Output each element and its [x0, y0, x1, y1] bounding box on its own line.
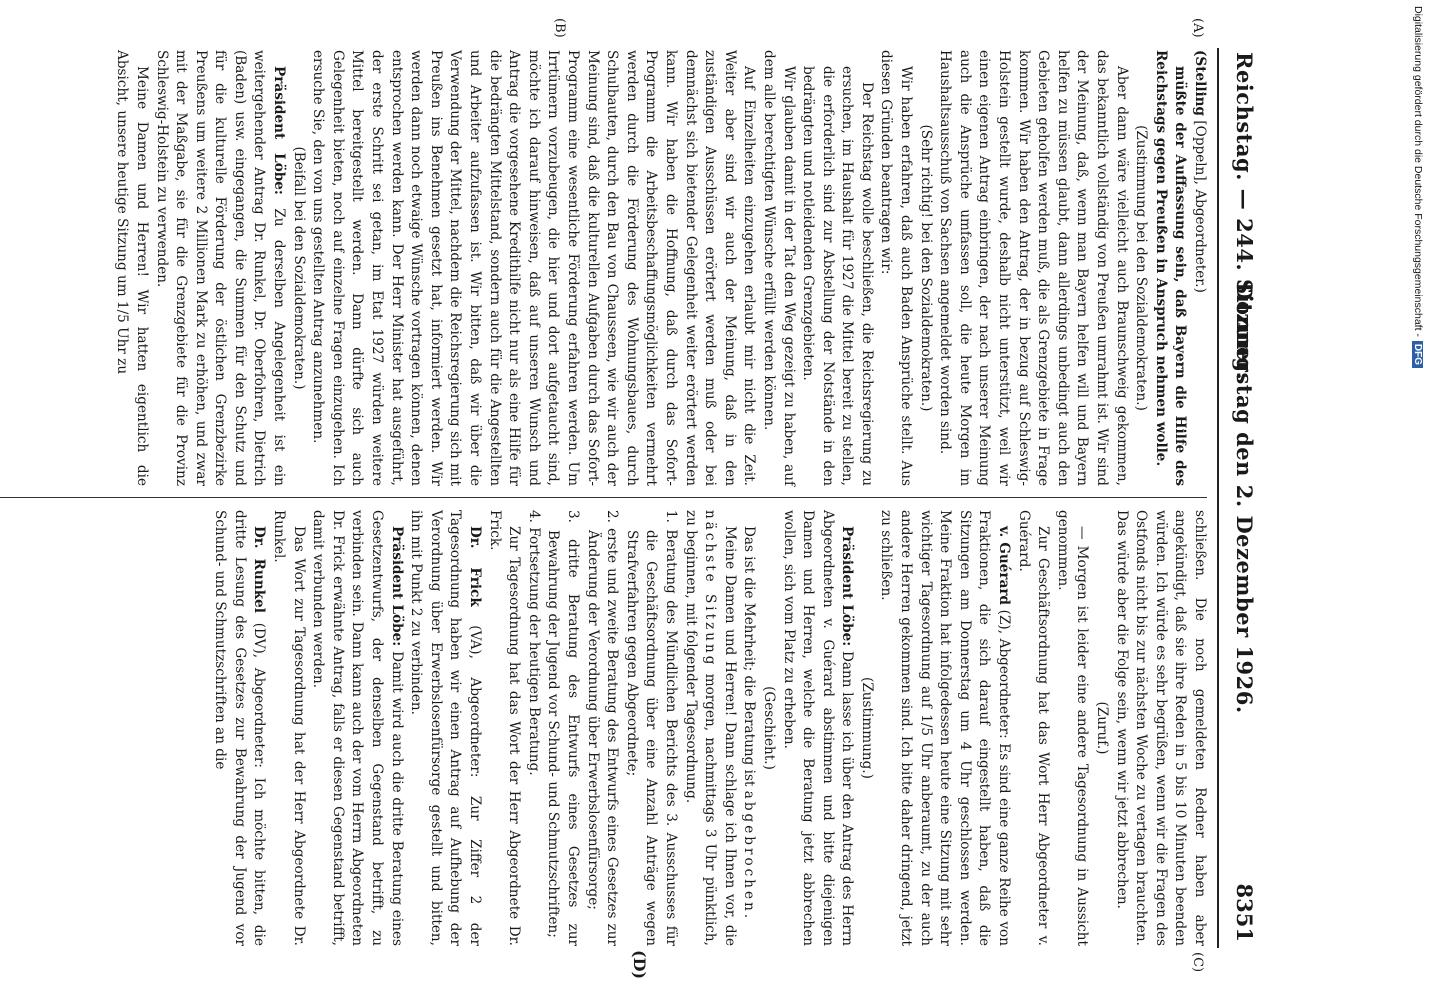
margin-marker-d: (D)	[630, 950, 649, 980]
interjection: (Zustimmung bei den Sozialdemokraten.)	[1133, 125, 1150, 411]
column-divider	[0, 497, 1207, 498]
credit-text: Digitalisierung gefördert durch die Deutsche Forschungsgemeinschaft -	[1412, 6, 1424, 337]
interjection: (Zuruf.)	[1094, 701, 1111, 755]
paragraph	[406, 510, 484, 946]
page-header	[1217, 48, 1267, 948]
speaker-name: (Stelling	[1192, 50, 1208, 117]
speech-text: Damit wird auch die dritte Beratung eines Gesetzentwurfs, der denselben Gegenstand betrifft, zu verbinden sein. Dann kann auch der vom Herrn Abgeordneten Dr. Frick erwähnte Antrag, falls er diesen Gegenstand betrifft, damit verbunden werden.	[310, 510, 405, 946]
paragraph	[680, 510, 739, 946]
speaker-name: Dr. Frick	[467, 526, 484, 607]
paragraph: Zur Geschäftsordnung hat das Wort Herr Abgeordneter v. Guérard.	[1015, 510, 1052, 946]
margin-marker-c: (C)	[1190, 952, 1205, 973]
header-page-number: 8351	[1232, 883, 1257, 942]
paragraph: Aber dann wäre vielleicht auch Braunschweig gekommen, das bekanntlich vollständig von Preußen umrahmt ist. Wir sind der Meinung, daß, wenn man Bayern helfen will und Bayern helfen zu müssen glaubt, dann allerdings unbedingt auch den Gebieten geholfen werden muß, die als Grenzgebiete in Frage kommen. Wir haben den Antrag, der in bezug auf Schleswig-Holstein gestellt wurde, deshalb nicht unterstützt, weil wir einen eigenen Antrag einbringen, der nach unserer Meinung auch die Ansprüche umfassen soll, die heute Morgen im Haushaltsausschuß von Sachsen angemeldet worden sind.	[937, 50, 1130, 486]
text-fragment: Das ist die Mehrheit; die Beratung ist	[741, 526, 758, 791]
speaker-name: Präsident Löbe:	[839, 526, 856, 647]
interjection: (Geschieht.)	[760, 686, 777, 770]
agenda-item: 4. Fortsetzung der heutigen Beratung.	[525, 510, 542, 776]
paragraph	[778, 510, 856, 946]
agenda-item: 2. erste und zweite Beratung des Entwurfs eines Gesetzes zur Änderung der Verordnung über Erwerbslosenfürsorge;	[584, 510, 621, 946]
right-column	[210, 510, 1209, 946]
text-fragment: morgen, nachmittags 3 Uhr pünktlich, zu beginnen, mit folgender Tagesordnung.	[682, 510, 719, 946]
paragraph: Wir glauben damit in der Tat den Weg gezeigt zu haben, auf dem alle berechtigten Wünsche erfüllt werden können.	[760, 50, 797, 486]
motion-text: Der Reichstag wolle beschließen, die Reichsregierung zu ersuchen, im Haushalt für 1927 die Mittel bereit zu stellen, die erforderlich sind zur Abstellung der Notstände in den bedrängten und notleidenden Grenzgebieten.	[800, 66, 875, 486]
speaker-continuation	[1189, 50, 1209, 486]
paragraph: Zur Tagesordnung hat das Wort der Herr Abgeordnete Dr. Frick.	[486, 510, 523, 946]
left-column	[112, 50, 1209, 486]
header-session-title: Reichstag. — 244. Sitzung.	[1232, 52, 1257, 381]
paragraph: — Morgen ist leider eine andere Tagesordnung in Aussicht genommen.	[1054, 510, 1091, 946]
speaker-name: v. Guérard	[996, 526, 1013, 606]
text-fragment: Meine Damen und Herren! Dann schlage ich Ihnen vor, die	[721, 526, 738, 946]
speaker-role: [Oppeln], Abgeordneter.)	[1192, 116, 1208, 293]
spaced-text: abgebrochen.	[741, 790, 758, 922]
paragraph	[308, 510, 406, 946]
interjection: (Beifall bei den Sozialdemokraten.)	[290, 146, 307, 390]
paragraph	[876, 510, 1013, 946]
speech-text: (VA), Abgeordneter: Zur Ziffer 2 der Tagesordnung haben wir einen Antrag auf Aufhebung der Verordnung über Erwerbslosenfürsorge gestellt und bitten, ihn mit Punkt 2 zu verbinden.	[408, 510, 484, 946]
speaker-name: Präsident Löbe:	[388, 526, 405, 647]
speaker-name: Dr. Runkel	[251, 526, 268, 613]
paragraph: schließen. Die noch gemeldeten Redner haben aber angekündigt, daß sie ihre Reden in 5 bis 10 Minuten beenden würden. Ich würde es sehr begrüßen, wenn wir die Fragen des Ostfonds nicht bis zur nächsten Woche zu vertagen brauchten. Das würde aber die Folge sein, wenn wir jetzt abbrechen.	[1113, 510, 1208, 946]
digitization-credit	[1408, 6, 1424, 996]
margin-marker-b: (B)	[552, 18, 567, 38]
margin-marker-a: (A)	[1190, 18, 1205, 38]
paragraph: Meine Damen und Herren! Wir hatten eigentlich die Absicht, unsere heutige Sitzung um 1/5 Uhr zu	[114, 50, 150, 486]
agenda-item: 3. dritte Beratung des Entwurfs eines Gesetzes zur Bewahrung der Jugend vor Schund- und Schmutzschriften;	[545, 510, 581, 946]
paragraph	[151, 50, 288, 486]
agenda-item: 1. Beratung des Mündlichen Berichts des 3. Ausschusses für die Geschäftsordnung über eine Anzahl Anträge wegen Strafverfahren gegen Abgeordnete;	[623, 510, 679, 946]
paragraph: Das Wort zur Tagesordnung hat der Herr Abgeordnete Dr. Runkel.	[271, 510, 307, 946]
agenda-list	[523, 510, 680, 946]
interjection: (Sehr richtig! bei den Sozialdemokraten.)	[917, 124, 934, 412]
paragraph: Auf Einzelheiten einzugehen erlaubt mir nicht die Zeit. Weiter aber sind wir auch der Meinung, daß in den zuständigen Ausschüssen erörtert werden muß oder bei demnächst sich bietender Gelegenheit weiter erörtert werden kann. Wir haben die Hoffnung, daß durch das Sofort-Programm die Arbeitsbeschaffungsmöglichkeiten vermehrt werden durch die Förderung des Wohnungsbaues, durch Schulbauten, durch den Bau von Chausseen, wie wir auch der Meinung sind, daß die kulturellen Aufgaben durch das Sofort-Programm eine wesentliche Förderung erfahren werden. Um Irrtümern vorzubeugen, die hier und dort aufgetaucht sind, möchte ich darauf hinweisen, daß auf unseren Wunsch und Antrag die vorgesehene Kredithilfe nicht nur als eine Hilfe für die bedrängten Mittelstand, sondern auch für die Angestellten und Arbeiter aufzufassen ist. Wir bitten, daß wir über die Verwendung der Mittel, nachdem die Reichsregierung sich mit Preußen ins Benehmen gesetzt hat, informiert werden. Wir werden dann noch etwaige Wünsche vortragen können, denen entsprochen werden kann. Der Herr Minister hat ausgeführt, der erste Schritt sei getan, im Etat 1927 würden weitere Mittel bereitgestellt werden. Dann dürfte sich auch Gelegenheit bieten, noch auf einzelne Fragen einzugehen. Ich ersuche Sie, den von uns gestellten Antrag anzunehmen.	[310, 50, 758, 486]
paragraph	[210, 510, 269, 946]
rotated-document-page	[0, 18, 1267, 980]
header-date: Donnerstag den 2. Dezember 1926.	[1232, 282, 1257, 714]
paragraph	[739, 510, 759, 946]
paragraph: müßte der Auffassung sein, daß Bayern die Hilfe des Reichstags gegen Preußen in Anspruch nehmen wolle.	[1152, 50, 1189, 486]
spaced-text: nächste Sitzung	[702, 510, 719, 668]
paragraph: Wir haben erfahren, daß auch Baden Ansprüche stellt. Aus diesen Gründen beantragen wir:	[878, 50, 915, 486]
dfg-logo: DFG	[1412, 341, 1423, 368]
speech-text: Dann lasse ich über den Antrag des Herrn Abgeordneten v. Guérard abstimmen und bitte diejenigen Damen und Herren, welche die Beratung jetzt abbrechen wollen, sich vom Platz zu erheben.	[780, 510, 856, 946]
interjection: (Zustimmung.)	[858, 677, 875, 779]
speaker-name: Präsident Löbe:	[271, 66, 288, 195]
speech-text: Zu derselben Angelegenheit ist ein weitergehender Antrag Dr. Runkel, Dr. Oberfohren, Dietrich (Baden) usw. eingegangen, die Summen für den Schutz und für die kulturelle Förderung der östlichen Grenzbezirke Preußens um weitere 2 Millionen Mark zu erhöhen, und zwar mit der Maßgabe, sie für die Grenzgebiete für die Provinz Schleswig-Holstein zu verwenden.	[153, 50, 288, 486]
speech-text: (Z), Abgeordneter: Es sind eine ganze Reihe von Fraktionen, die sich darauf eingestellt haben, daß die Sitzungen am Donnerstag um 4 Uhr geschlossen werden. Meine Fraktion hat infolgedessen heute eine Sitzung mit sehr wichtiger Tagesordnung auf 1/5 Uhr anberaumt, zu der auch andere Herren gekommen sind. Ich bitte daher dringend, jetzt zu schließen.	[878, 510, 1013, 946]
speech-text: (DV), Abgeordneter: Ich möchte bitten, die dritte Lesung des Gesetzes zur Bewahrung der Jugend vor Schund- und Schmutzschriften an die	[212, 510, 268, 946]
